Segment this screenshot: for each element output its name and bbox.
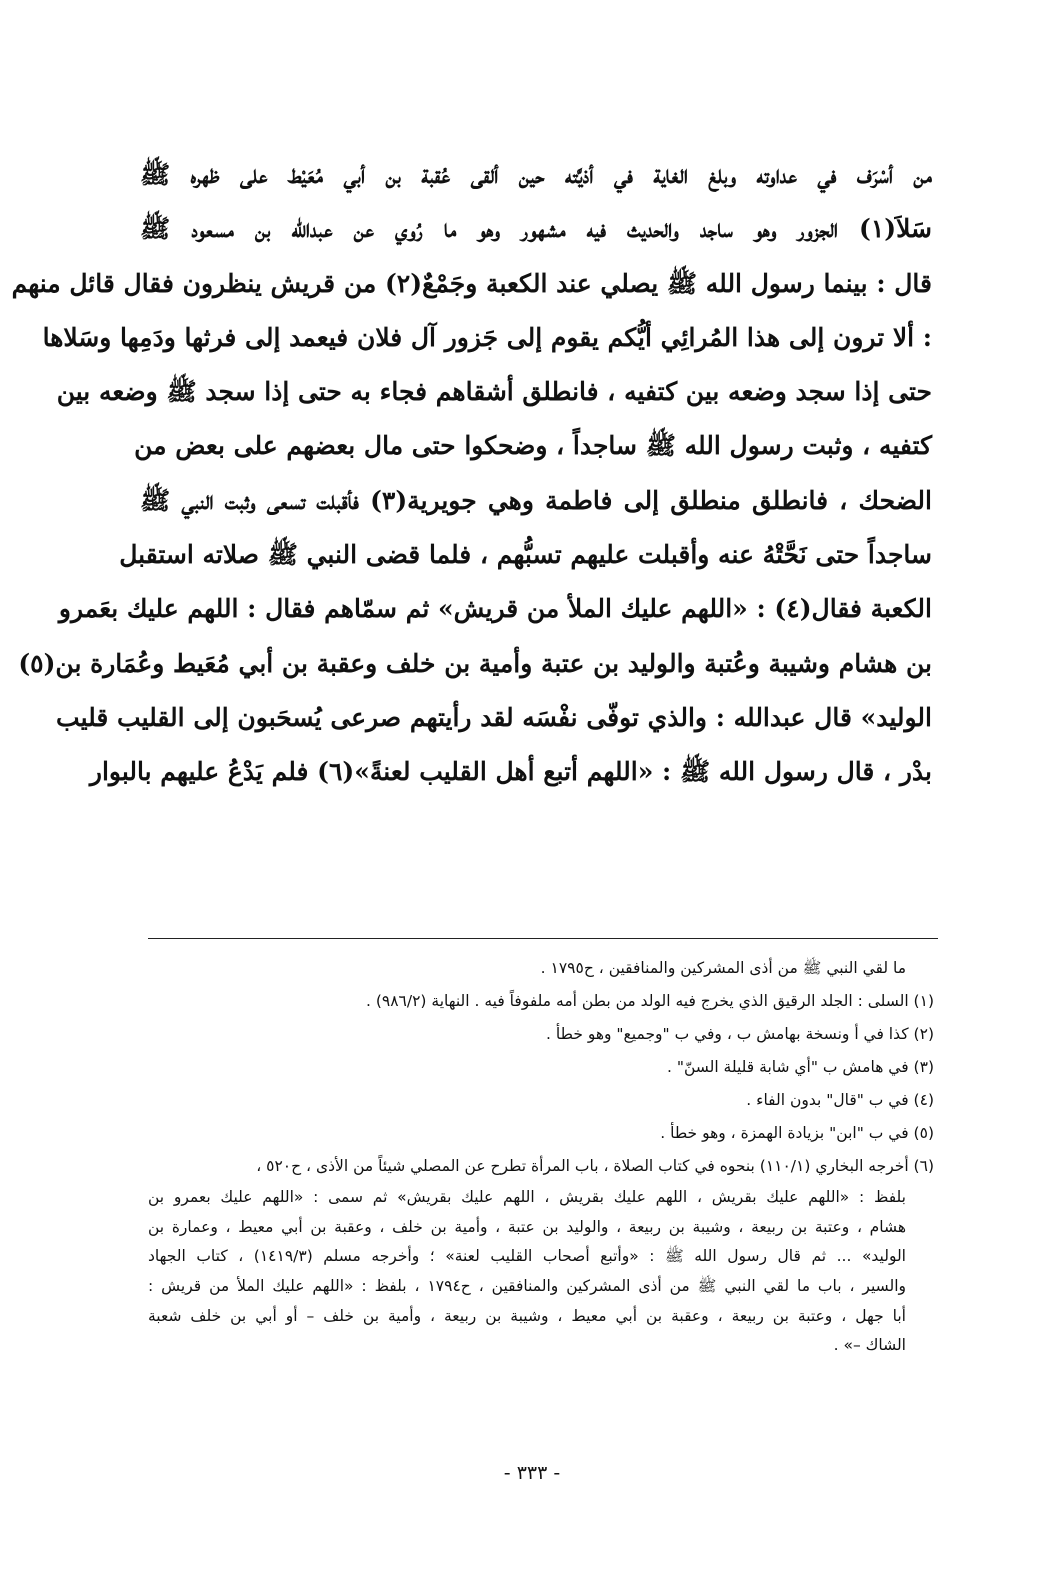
footnote-separator bbox=[148, 938, 938, 939]
main-text-line: الضحك ، فانطلق منطلق إلى فاطمة وهي جويرية(٣) فأقبلت تسعى وثبت النبي ﷺ bbox=[140, 485, 932, 515]
footnote-line: الوليد» ... ثم قال رسول الله ﷺ : «وأتبع أصحاب القليب لعنة» ؛ وأخرجه مسلم (١٤١٩/٣) ، كتاب الجهاد bbox=[148, 1247, 906, 1266]
main-text-line: سَلاَ(١) الجزور وهو ساجد والحديث فيه مشهور وهو ما رُوي عن عبدالله بن مسعود ﷺ bbox=[140, 214, 932, 244]
footnote-line: الشاك –» . bbox=[833, 1336, 906, 1355]
footnote-line: (٤) في ب "قال" بدون الفاء . bbox=[746, 1091, 934, 1109]
main-text-line: حتى إذا سجد وضعه بين كتفيه ، فانطلق أشقاهم فجاء به حتى إذا سجد ﷺ وضعه بين bbox=[56, 377, 932, 407]
main-text-line: كتفيه ، وثبت رسول الله ﷺ ساجداً ، وضحكوا حتى مال بعضهم على بعض من bbox=[134, 431, 932, 461]
footnote-line: (١) السلى : الجلد الرقيق الذي يخرج فيه الولد من بطن أمه ملفوفاً فيه . النهاية (٩٨٦/٢) . bbox=[365, 992, 934, 1010]
footnote-line: (٢) كذا في أ ونسخة بهامش ب ، وفي ب "وجميع" وهو خطأ . bbox=[546, 1025, 934, 1043]
page-number: - ٣٣٣ - bbox=[503, 1462, 561, 1484]
main-text-line: الوليد» قال عبدالله : والذي توفّى نفْسَه لقد رأيتهم صرعى يُسحَبون إلى القليب قليب bbox=[56, 702, 932, 732]
footnote-line: (٣) في هامش ب "أي شابة قليلة السنّ" . bbox=[666, 1058, 934, 1076]
footnote-line: أبا جهل ، وعتبة بن ربيعة ، وعقبة بن أبي معيط ، وشيبة بن ربيعة ، وأمية بن خلف – أو أبي بن خلف شعبة bbox=[148, 1306, 906, 1325]
footnote-line: بلفظ : «اللهم عليك بقريش ، اللهم عليك بقريش ، اللهم عليك بقريش» ثم سمى : «اللهم عليك بعمرو بن bbox=[148, 1188, 906, 1206]
main-text-line: قال : بينما رسول الله ﷺ يصلي عند الكعبة وجَمْعٌ(٢) من قريش ينظرون فقال قائل منهم bbox=[11, 268, 932, 298]
footnote-line: (٦) أخرجه البخاري (١١٠/١) بنحوه في كتاب الصلاة ، باب المرأة تطرح عن المصلي شيئاً من الأذى ، ح٥٢٠ ، bbox=[256, 1157, 934, 1175]
footnote-line: (٥) في ب "ابن" بزيادة الهمزة ، وهو خطأ . bbox=[660, 1124, 934, 1142]
main-text-line: بن هشام وشيبة وعُتبة والوليد بن عتبة وأمية بن خلف وعقبة بن أبي مُعَيط وعُمَارة بن(٥) bbox=[18, 648, 932, 678]
main-text-line: ساجداً حتى نَحَّتْهُ عنه وأقبلت عليهم تسبُّهم ، فلما قضى النبي ﷺ صلاته استقبل bbox=[119, 540, 932, 570]
main-text-line: الكعبة فقال(٤) : «اللهم عليك الملأ من قريش» ثم سمّاهم فقال : اللهم عليك بعَمرو bbox=[58, 594, 932, 624]
main-text-block bbox=[11, 148, 932, 800]
footnote-line: ما لقي النبي ﷺ من أذى المشركين والمنافقين ، ح١٧٩٥ . bbox=[540, 959, 906, 977]
footnotes-block bbox=[148, 952, 934, 1361]
main-text-line: من أسْرَف في عداوته وبلغ الغاية في أذيَّته حين ألقى عُقبة بن أبي مُعَيْط على ظهره ﷺ bbox=[140, 160, 932, 189]
main-text-line: بدْر ، قال رسول الله ﷺ : «اللهم أتبع أهل القليب لعنةً»(٦) فلم يَدْعُ عليهم بالبوار bbox=[89, 757, 932, 787]
main-text-line: : ألا ترون إلى هذا المُرائِي أيُّكم يقوم إلى جَزور آل فلان فيعمد إلى فرثها ودَمِها وسَلاها bbox=[42, 322, 932, 352]
footnote-line: هشام ، وعتبة بن ربيعة ، وشيبة بن ربيعة ، والوليد بن عتبة ، وأمية بن خلف ، وعقبة بن أبي معيط ، وعمارة بن bbox=[148, 1217, 906, 1236]
footnote-line: والسير ، باب ما لقي النبي ﷺ من أذى المشركين والمنافقين ، ح١٧٩٤ ، بلفظ : «اللهم عليك الملأ من قريش : bbox=[148, 1277, 907, 1296]
